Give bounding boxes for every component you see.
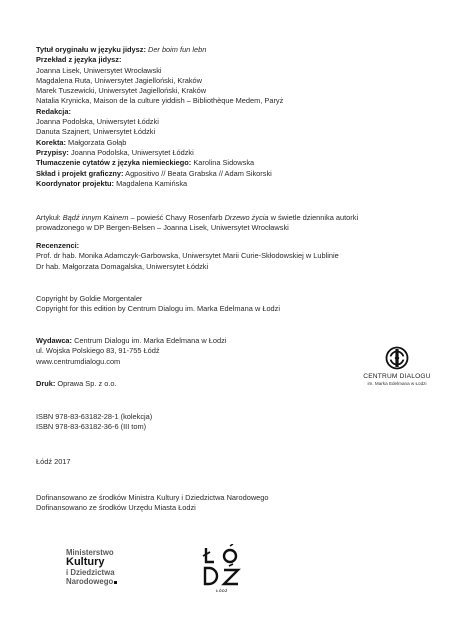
translator-line: Magdalena Ruta, Uniwersytet Jagielloński, Kraków (36, 75, 202, 85)
centrum-dialogu-name: CENTRUM DIALOGU (363, 373, 431, 380)
copyright-section (36, 294, 446, 315)
reviewer-line: Prof. dr hab. Monika Adamczyk-Garbowska, Uniwersytet Marii Curie-Skłodowskiej w Lublinie (36, 251, 339, 261)
funding-section (36, 493, 446, 514)
copyright-line: Copyright for this edition by Centrum Dialogu im. Marka Edelmana w Łodzi (36, 304, 280, 314)
lodz-logo-caption: ŁÓDŹ (216, 589, 228, 593)
isbn-line: ISBN 978-83-63182-36-6 (III tom) (36, 422, 147, 432)
publisher-name-line: Wydawca: Centrum Dialogu im. Marka Edelmana w Łodzi (36, 336, 227, 345)
proofreading-line: Korekta: Małgorzata Gołąb (36, 137, 127, 147)
ministry-logo-line: Narodowego (66, 577, 136, 586)
design-line: Skład i projekt graficzny: Agpositivo // Beata Grabska // Adam Sikorski (36, 168, 272, 178)
ministry-logo-line: i Dziedzictwa (66, 568, 115, 577)
print-line: Druk: Oprawa Sp. z o.o. (36, 379, 117, 388)
article-line-1: Artykuł: Bądź innym Kainem – powieść Chavy Rosenfarb Drzewo życia w świetle dziennika autorki (36, 213, 359, 222)
ministry-logo-line: Kultury (66, 556, 105, 568)
ministry-logo-line: Ministerstwo (66, 548, 114, 557)
ministry-culture-logo (66, 548, 136, 586)
editing-heading: Redakcja: (36, 106, 71, 116)
funding-line: Dofinansowano ze środków Ministra Kultury i Dziedzictwa Narodowego (36, 493, 269, 502)
copyright-line: Copyright by Goldie Morgentaler (36, 294, 143, 303)
centrum-dialogu-subtitle: im. Marka Edelmana w Łodzi (367, 381, 427, 386)
reviewer-line: Dr hab. Małgorzata Domagalska, Uniwersytet Łódzki (36, 261, 209, 271)
credits-section (36, 45, 446, 189)
ministry-dot-icon (114, 581, 117, 584)
funding-line: Dofinansowano ze środków Urzędu Miasta Łodzi (36, 503, 196, 513)
translator-line: Marek Tuszewicki, Uniwersytet Jagielloński, Kraków (36, 86, 207, 96)
reviews-section (36, 241, 446, 272)
footnotes-line: Przypisy: Joanna Podolska, Uniwersytet Łódzki (36, 147, 194, 157)
german-translation-line: Tłumaczenie cytatów z języka niemieckiego: Karolina Sidowska (36, 158, 255, 168)
coordinator-line: Koordynator projektu: Magdalena Kamińska (36, 178, 188, 188)
article-line-2: prowadzonego w DP Bergen-Belsen – Joanna Lisek, Uniwersytet Wrocławski (36, 223, 289, 233)
place-date: Łódź 2017 (36, 457, 71, 466)
centrum-dialogu-emblem-icon (385, 346, 409, 370)
lodz-city-logo (200, 544, 244, 594)
print-section (36, 379, 446, 389)
article-section (36, 213, 446, 234)
editor-line: Danuta Szajnert, Uniwersytet Łódzki (36, 127, 156, 137)
lodz-letters-icon (200, 544, 244, 588)
isbn-section (36, 412, 446, 433)
translator-line: Joanna Lisek, Uniwersytet Wrocławski (36, 65, 162, 75)
publisher-address: ul. Wojska Polskiego 83, 91-755 Łódź (36, 346, 160, 356)
reviews-heading: Recenzenci: (36, 241, 80, 250)
original-title-line: Tytuł oryginału w języku jidysz: Der boim fun lebn (36, 45, 207, 54)
translation-heading: Przekład z języka jidysz: (36, 55, 122, 65)
isbn-line: ISBN 978-83-63182-28-1 (kolekcja) (36, 412, 153, 421)
publisher-website[interactable]: www.centrumdialogu.com (36, 356, 121, 366)
date-section (36, 457, 446, 467)
editor-line: Joanna Podolska, Uniwersytet Łódzki (36, 117, 159, 127)
translator-line: Natalia Krynicka, Maison de la culture yiddish – Bibliothèque Medem, Paryż (36, 96, 284, 106)
publisher-section (36, 336, 336, 367)
